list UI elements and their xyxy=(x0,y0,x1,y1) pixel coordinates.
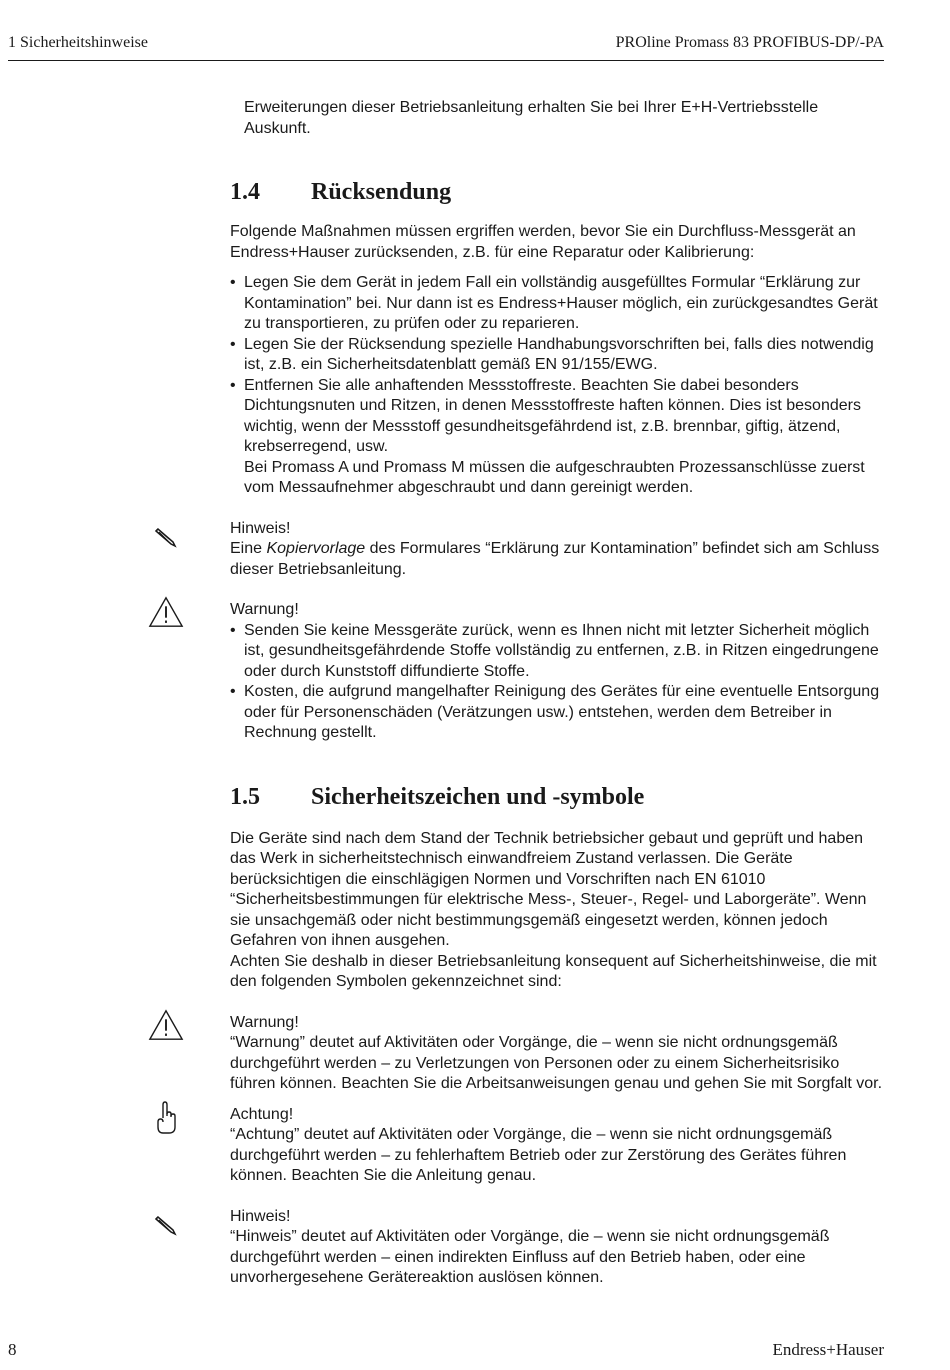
warning-triangle-icon xyxy=(148,1007,184,1043)
section-paragraph: Achten Sie deshalb in dieser Betriebsanleitung konsequent auf Sicherheitshinweise, die mit den folgenden Symbolen gekennzeichnet sind: xyxy=(230,952,877,990)
symbol-label: Achtung! xyxy=(230,1105,294,1123)
list-item: • Legen Sie der Rücksendung spezielle Handhabungsvorschriften bei, falls dies notwendig ist, z.B. ein Sicherheitsdatenblatt gemäß EN 91/155/EWG. xyxy=(230,335,886,376)
section-paragraph: Die Geräte sind nach dem Stand der Technik betriebsicher gebaut und geprüft und haben das Werk in sicherheitstechnisch einwandfreiem Zustand verlassen. Die Geräte berücksichtigen die einschlägigen Normen und Vorschriften nach EN 61010 “Sicherheitsbestimmungen für elektrische Mess-, Steuer-, Regel- und Laborgeräte”. Wenn sie unsachgemäß oder nicht bestimmungsgemäß eingesetzt werden, können jedoch Gefahren von ihnen ausgehen. xyxy=(230,829,867,949)
section-heading-1-4 xyxy=(230,177,886,207)
pointing-hand-icon xyxy=(148,1101,184,1137)
symbol-label: Hinweis! xyxy=(230,1207,291,1225)
pencil-icon xyxy=(148,1207,184,1243)
page-content xyxy=(230,98,886,1289)
list-item xyxy=(230,376,886,499)
symbol-text: “Achtung” deutet auf Aktivitäten oder Vorgänge, die – wenn sie nicht ordnungsgemäß durchgeführt werden – zu fehlerhaftem Betrieb oder zur Zerstörung des Gerätes führen können. Beachten Sie die Anleitung genau. xyxy=(230,1126,847,1184)
list-item: • Kosten, die aufgrund mangelhafter Reinigung des Gerätes für eine eventuelle Entsorgung oder für Personenschäden (Verätzungen usw.) entstehen, werden dem Betreiber in Rechnung gestellt. xyxy=(230,682,886,744)
warning-bullet-list xyxy=(230,621,886,744)
note-text-italic: Kopiervorlage xyxy=(266,540,366,557)
header-product: PROline Promass 83 PROFIBUS-DP/-PA xyxy=(615,34,884,51)
brand-name: Endress+Hauser xyxy=(772,1340,884,1359)
list-item-text: Entfernen Sie alle anhaftenden Messstoffreste. Beachten Sie dabei besonders Dichtungsnuten und Ritzen, in denen Messstoffreste haften können. Dies ist besonders wichtig, wenn der Messstoff gesundheitsgefährdend ist, z.B. brennbar, giftig, ätzend, krebserregend, usw. xyxy=(244,376,861,455)
note-block xyxy=(230,519,886,581)
symbol-warning-block xyxy=(230,1013,886,1095)
symbol-attention-block xyxy=(230,1105,886,1187)
warning-triangle-icon xyxy=(148,594,184,630)
symbol-note-block xyxy=(230,1207,886,1289)
warning-label: Warnung! xyxy=(230,601,299,618)
symbol-text: “Warnung” deutet auf Aktivitäten oder Vorgänge, die – wenn sie nicht ordnungsgemäß durchgeführt werden – zu Verletzungen von Personen oder zu einem Sicherheitsrisiko führen können. Beachten Sie die Arbeitsanweisungen genau und gehen Sie mit Sorgfalt vor. xyxy=(230,1034,883,1092)
section-number: 1.5 xyxy=(230,783,260,810)
page-number: 8 xyxy=(8,1340,17,1359)
section-title: Sicherheitszeichen und -symbole xyxy=(311,783,645,810)
list-item: • Senden Sie keine Messgeräte zurück, wenn es Ihnen nicht mit letzter Sicherheit möglich ist, gesundheitsgefährdende Stoffe vollständig zu entfernen, z.B. in Ritzen eingedrungene oder durch Kunststoff diffundierte Stoffe. xyxy=(230,621,886,683)
page-header xyxy=(8,30,884,61)
section-intro: Folgende Maßnahmen müssen ergriffen werden, bevor Sie ein Durchfluss-Messgerät an Endress+Hauser zurücksenden, z.B. für eine Reparatur oder Kalibrierung: xyxy=(230,223,856,261)
list-item-extra: Bei Promass A und Promass M müssen die aufgeschraubten Prozessanschlüsse zuerst vom Messaufnehmer abgeschraubt und dann gereinigt werden. xyxy=(244,458,865,496)
return-bullet-list xyxy=(230,273,886,499)
pencil-icon xyxy=(148,519,184,555)
section-number: 1.4 xyxy=(230,179,260,205)
note-text-end: des Formulares “Erklärung zur Kontamination” befindet sich am Schluss dieser Betriebsanleitung. xyxy=(230,540,880,578)
intro-paragraph: Erweiterungen dieser Betriebsanleitung erhalten Sie bei Ihrer E+H-Vertriebsstelle Auskunft. xyxy=(244,99,819,137)
header-chapter: 1 Sicherheitshinweise xyxy=(8,34,148,51)
warning-block xyxy=(230,600,886,744)
symbol-label: Warnung! xyxy=(230,1013,299,1031)
section-heading-1-5 xyxy=(230,782,886,812)
note-text xyxy=(230,539,886,580)
section-title: Rücksendung xyxy=(311,179,452,205)
note-label: Hinweis! xyxy=(230,519,291,537)
symbol-text: “Hinweis” deutet auf Aktivitäten oder Vorgänge, die – wenn sie nicht ordnungsgemäß durchgeführt werden – einen indirekten Einfluss auf den Betrieb haben, oder eine unvorhergesehene Gerätereaktion auslösen können. xyxy=(230,1228,830,1286)
note-text-start: Eine xyxy=(230,540,267,557)
list-item: • Legen Sie dem Gerät in jedem Fall ein vollständig ausgefülltes Formular “Erklärung zur Kontamination” bei. Nur dann ist es Endress+Hauser möglich, ein zurückgesandtes Gerät zu transportieren, zu prüfen oder zu reparieren. xyxy=(230,273,886,335)
